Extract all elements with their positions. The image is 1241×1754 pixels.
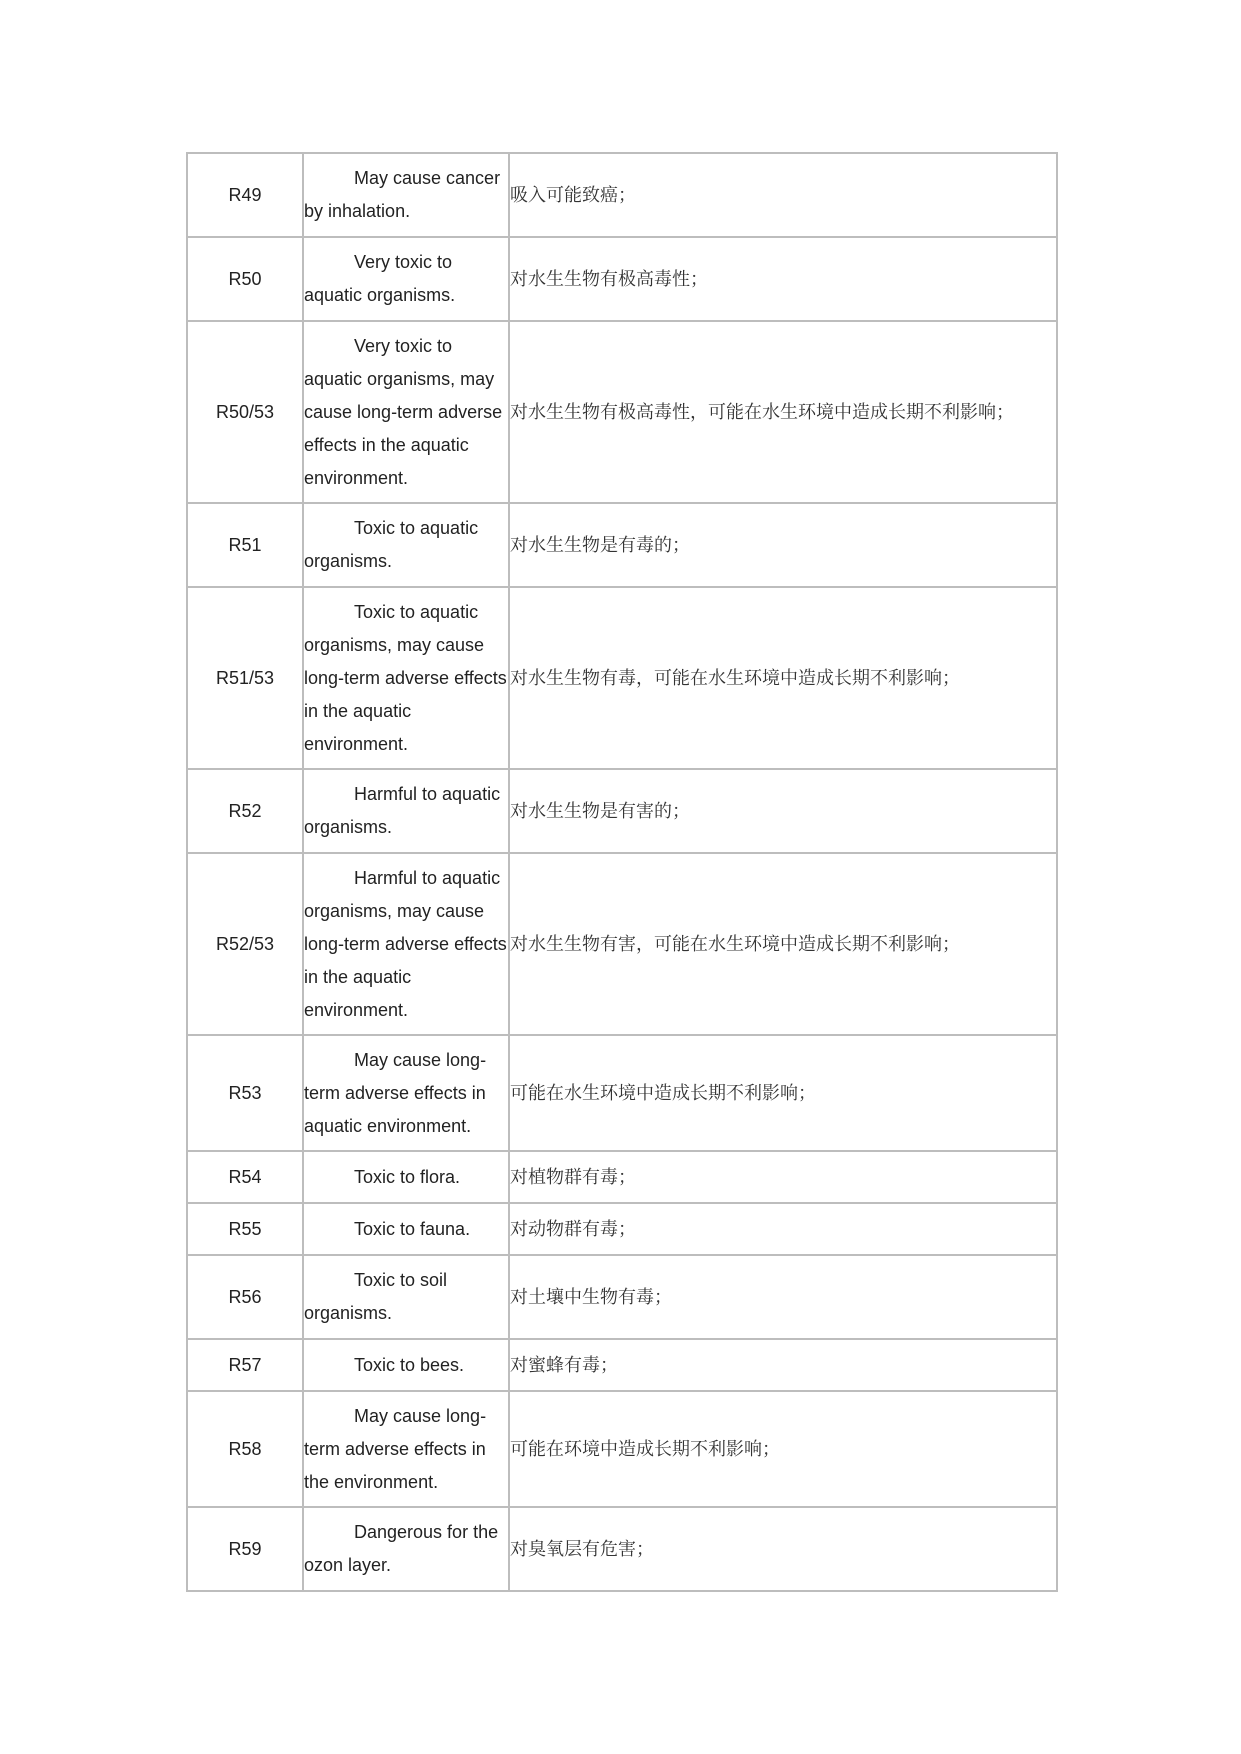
risk-code-cell: R52	[187, 769, 303, 853]
table-row	[187, 1391, 1057, 1507]
chinese-description-cell: 对土壤中生物有毒；	[509, 1255, 1057, 1339]
table-row	[187, 587, 1057, 769]
english-description-cell: May cause long-term adverse effects in aquatic environment.	[303, 1035, 509, 1151]
risk-code-cell: R56	[187, 1255, 303, 1339]
table-row	[187, 503, 1057, 587]
risk-code-cell: R51/53	[187, 587, 303, 769]
english-description-cell: Toxic to aquatic organisms, may cause long-term adverse effects in the aquatic environment.	[303, 587, 509, 769]
risk-code-cell: R51	[187, 503, 303, 587]
chinese-description-cell: 对臭氧层有危害；	[509, 1507, 1057, 1591]
table-row	[187, 769, 1057, 853]
english-description-cell: Very toxic to aquatic organisms, may cause long-term adverse effects in the aquatic environment.	[303, 321, 509, 503]
table-row	[187, 853, 1057, 1035]
table-row	[187, 1255, 1057, 1339]
english-description-cell: Toxic to aquatic organisms.	[303, 503, 509, 587]
chinese-description-cell: 对植物群有毒；	[509, 1151, 1057, 1203]
english-description-cell: May cause long-term adverse effects in the environment.	[303, 1391, 509, 1507]
english-description-cell: Very toxic to aquatic organisms.	[303, 237, 509, 321]
risk-code-cell: R57	[187, 1339, 303, 1391]
english-description-cell: Dangerous for the ozon layer.	[303, 1507, 509, 1591]
table-body	[187, 153, 1057, 1591]
chinese-description-cell: 对水生生物有毒，可能在水生环境中造成长期不利影响；	[509, 587, 1057, 769]
english-description-cell: Harmful to aquatic organisms, may cause long-term adverse effects in the aquatic environment.	[303, 853, 509, 1035]
chinese-description-cell: 对水生生物是有害的；	[509, 769, 1057, 853]
chinese-description-cell: 可能在水生环境中造成长期不利影响；	[509, 1035, 1057, 1151]
risk-code-cell: R49	[187, 153, 303, 237]
chinese-description-cell: 吸入可能致癌；	[509, 153, 1057, 237]
table-row	[187, 1339, 1057, 1391]
english-description-cell: Toxic to flora.	[303, 1151, 509, 1203]
english-description-cell: Toxic to bees.	[303, 1339, 509, 1391]
table-row	[187, 1203, 1057, 1255]
table-row	[187, 1507, 1057, 1591]
english-description-cell: Toxic to soil organisms.	[303, 1255, 509, 1339]
table-row	[187, 153, 1057, 237]
risk-code-cell: R53	[187, 1035, 303, 1151]
risk-code-cell: R59	[187, 1507, 303, 1591]
risk-code-cell: R52/53	[187, 853, 303, 1035]
risk-code-cell: R50	[187, 237, 303, 321]
english-description-cell: Toxic to fauna.	[303, 1203, 509, 1255]
risk-code-cell: R55	[187, 1203, 303, 1255]
chinese-description-cell: 对蜜蜂有毒；	[509, 1339, 1057, 1391]
table-row	[187, 237, 1057, 321]
english-description-cell: Harmful to aquatic organisms.	[303, 769, 509, 853]
chinese-description-cell: 可能在环境中造成长期不利影响；	[509, 1391, 1057, 1507]
table-row	[187, 1035, 1057, 1151]
table-row	[187, 321, 1057, 503]
risk-code-cell: R54	[187, 1151, 303, 1203]
chinese-description-cell: 对水生生物有害，可能在水生环境中造成长期不利影响；	[509, 853, 1057, 1035]
chinese-description-cell: 对水生生物有极高毒性，可能在水生环境中造成长期不利影响；	[509, 321, 1057, 503]
risk-phrases-table	[186, 152, 1058, 1592]
chinese-description-cell: 对动物群有毒；	[509, 1203, 1057, 1255]
risk-code-cell: R58	[187, 1391, 303, 1507]
english-description-cell: May cause cancer by inhalation.	[303, 153, 509, 237]
chinese-description-cell: 对水生生物是有毒的；	[509, 503, 1057, 587]
risk-code-cell: R50/53	[187, 321, 303, 503]
table-row	[187, 1151, 1057, 1203]
chinese-description-cell: 对水生生物有极高毒性；	[509, 237, 1057, 321]
